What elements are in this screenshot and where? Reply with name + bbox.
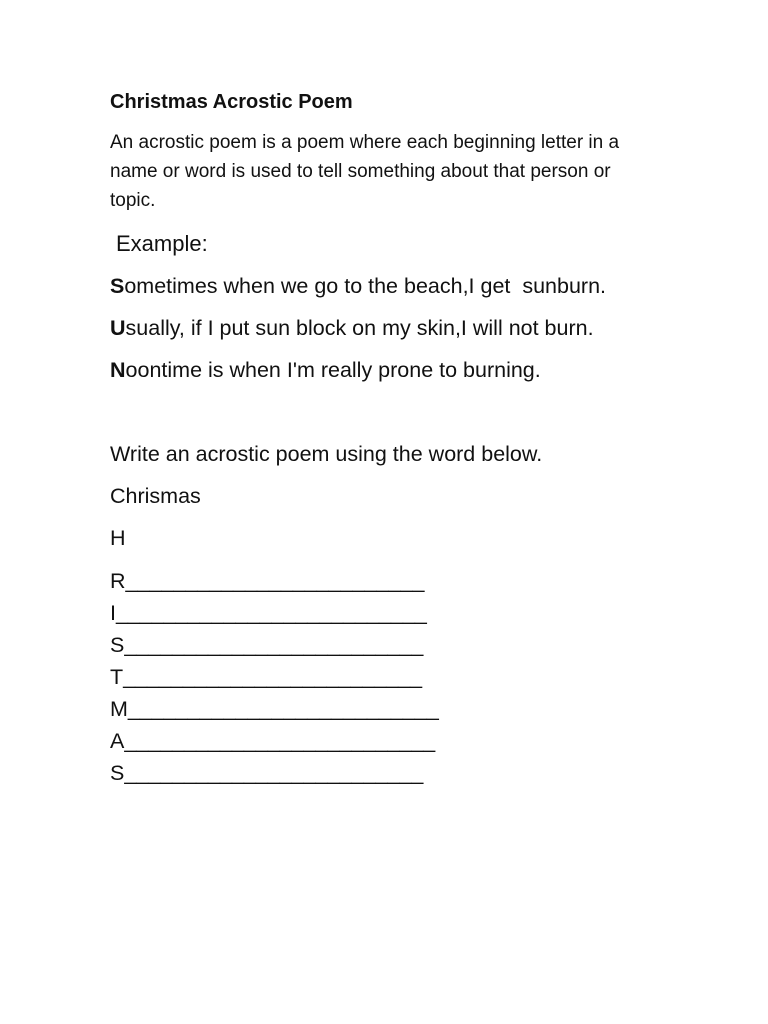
example-line-u	[110, 313, 730, 343]
example-line-s	[110, 271, 730, 301]
instruction-text: Write an acrostic poem using the word below.	[110, 442, 543, 466]
blank-row-r[interactable]	[110, 565, 730, 597]
example-initial-s: S	[110, 274, 125, 298]
blank-row-text: S_________________________	[110, 761, 424, 785]
blank-row-text: M__________________________	[110, 697, 439, 721]
blank-row-text: R_________________________	[110, 569, 425, 593]
page-title: Christmas Acrostic Poem	[110, 91, 353, 113]
example-text-n: oontime is when I'm really prone to burning.	[125, 358, 541, 382]
example-text-s: ometimes when we go to the beach,I get sunburn.	[124, 274, 606, 298]
blank-row-t[interactable]	[110, 661, 730, 693]
blank-row-text: S_________________________	[110, 633, 424, 657]
example-line-n	[110, 355, 730, 385]
acrostic-word: Chrismas	[110, 484, 201, 508]
example-initial-n: N	[110, 358, 126, 382]
blank-row-s1[interactable]	[110, 629, 730, 661]
intro-paragraph: An acrostic poem is a poem where each beginning letter in a name or word is used to tell something about that person or topic.	[110, 132, 620, 211]
blank-row-text: A__________________________	[110, 729, 436, 753]
example-label: Example:	[116, 231, 208, 256]
acrostic-blank-lines	[110, 565, 730, 789]
blank-row-s2[interactable]	[110, 757, 730, 789]
example-text-u: sually, if I put sun block on my skin,I will not burn.	[125, 316, 594, 340]
blank-row-m[interactable]	[110, 693, 730, 725]
blank-row-i[interactable]	[110, 597, 730, 629]
blank-row-a[interactable]	[110, 725, 730, 757]
example-initial-u: U	[110, 316, 126, 340]
blank-row-text: I__________________________	[110, 601, 427, 625]
blank-row-text: T_________________________	[110, 665, 423, 689]
worksheet-page	[110, 88, 730, 789]
acrostic-letter-h: H	[110, 526, 126, 550]
